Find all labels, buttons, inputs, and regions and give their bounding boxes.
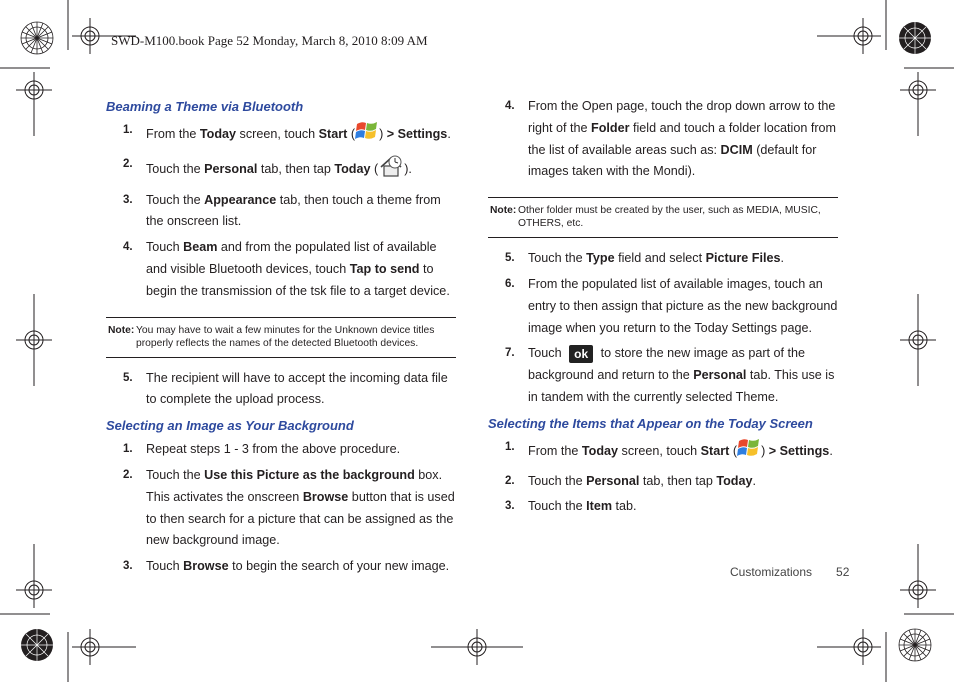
step-number: 2.	[505, 474, 515, 487]
step-bold: Start	[318, 127, 348, 142]
step-text: From the	[146, 127, 200, 142]
step-text: .	[447, 127, 451, 142]
section-title-selecting-image: Selecting an Image as Your Background	[106, 418, 354, 434]
list-item	[106, 237, 456, 302]
step-text: to store the new image as part of the background and return to the	[528, 346, 806, 383]
section-title-beaming-theme: Beaming a Theme via Bluetooth	[106, 99, 304, 114]
step-number: 3.	[123, 560, 133, 573]
step-text: tab. This use is in tandem with the currently selected Theme.	[528, 368, 835, 404]
step-text: to begin the search of your new image.	[228, 559, 450, 574]
list-item	[106, 368, 456, 412]
list-item	[488, 96, 838, 183]
list-item	[106, 556, 456, 578]
step-text: box. This activates the onscreen	[146, 467, 443, 504]
step-text: From the	[528, 444, 582, 458]
step-number: 3.	[505, 500, 515, 513]
step-bold: Beam	[183, 240, 218, 255]
ok-button-icon: ok	[569, 345, 593, 363]
step-text: From the populated list of available images, touch an entry to then assign that picture as the new background image when you return to the Today Settings page.	[528, 276, 838, 335]
step-bold: Use this Picture as the background	[204, 467, 415, 482]
step-number: 1.	[123, 124, 133, 136]
step-number: 6.	[505, 277, 515, 290]
step-text: field and select	[614, 251, 706, 266]
step-number: 5.	[505, 252, 515, 265]
step-text: field and touch a folder location from the list of available areas such as:	[528, 120, 837, 157]
list-item	[488, 437, 838, 467]
note-label: Note:	[490, 205, 517, 217]
step-text: From the Open page, touch the drop down arrow to the right of the	[528, 99, 836, 135]
note-box	[488, 197, 838, 238]
step-bold: Type	[586, 251, 615, 266]
list-item	[488, 471, 838, 493]
step-number: 4.	[123, 241, 133, 254]
step-text: tab.	[612, 499, 637, 514]
list-item	[488, 343, 838, 408]
step-bold: Browse	[302, 489, 349, 504]
step-text: .	[829, 444, 833, 458]
step-text: (	[370, 162, 379, 177]
step-bold: Personal	[204, 162, 258, 177]
left-column	[106, 96, 456, 582]
today-home-icon	[378, 154, 404, 186]
step-number: 7.	[505, 347, 515, 360]
windows-start-icon	[737, 437, 761, 467]
step-text: Touch the	[528, 499, 587, 514]
step-text: The recipient will have to accept the incoming data file to complete the upload process.	[146, 370, 448, 407]
step-number: 1.	[123, 443, 133, 456]
step-text: to begin the transmission of the tsk file to a target device.	[146, 261, 450, 298]
step-text: Touch the	[146, 192, 205, 207]
step-text: Touch the	[528, 251, 587, 266]
step-bold: Today	[716, 473, 753, 488]
step-text: tab, then touch a theme from the onscreen list.	[146, 192, 441, 229]
step-number: 4.	[505, 100, 515, 112]
step-text: and from the populated list of available and visible Bluetooth devices, touch	[146, 240, 437, 276]
page-footer	[730, 565, 849, 579]
step-text: Touch	[146, 240, 184, 255]
step-text: Touch the	[146, 467, 205, 482]
note-box	[106, 317, 456, 358]
step-text: .	[752, 473, 757, 488]
step-text: button that is used to then search for a picture that can be assigned as the new background image.	[146, 489, 455, 548]
section-title-today-items: Selecting the Items that Appear on the Today Screen	[488, 415, 813, 431]
step-text: )	[761, 444, 769, 458]
step-text: screen, touch	[236, 127, 319, 142]
step-number: 2.	[123, 468, 133, 481]
step-number: 3.	[123, 193, 133, 206]
step-text: Touch the	[146, 162, 205, 177]
step-text: (	[347, 127, 356, 142]
step-text: .	[780, 251, 785, 266]
right-column	[488, 96, 838, 522]
step-text: screen, touch	[618, 444, 701, 458]
list-item	[488, 274, 838, 339]
step-text: (	[729, 444, 738, 458]
book-header: SWD-M100.book Page 52 Monday, March 8, 2010 8:09 AM	[111, 33, 428, 48]
step-bold: Appearance	[204, 192, 277, 207]
step-text: Touch	[528, 346, 566, 361]
step-bold: Item	[586, 499, 613, 514]
step-bold: > Settings	[768, 444, 830, 458]
step-text: Repeat steps 1 - 3 from the above procedure.	[146, 442, 401, 457]
step-bold: Tap to send	[349, 261, 420, 276]
step-number: 2.	[123, 157, 133, 170]
windows-start-icon	[355, 120, 379, 150]
step-bold: Personal	[693, 368, 747, 383]
list-item	[106, 154, 456, 186]
step-bold: Folder	[591, 120, 630, 135]
page-number: 52	[836, 565, 850, 579]
list-item	[488, 496, 838, 518]
step-bold: Today	[334, 162, 371, 177]
step-bold: Picture Files	[705, 251, 781, 266]
step-number: 5.	[123, 371, 133, 384]
list-item	[106, 190, 456, 234]
step-bold: > Settings	[386, 127, 448, 142]
step-text: tab, then tap	[257, 162, 335, 177]
footer-section: Customizations	[730, 565, 813, 579]
step-bold: Today	[581, 444, 619, 458]
step-text: )	[379, 127, 387, 142]
step-text: tab, then tap	[639, 473, 717, 488]
step-text: Touch the	[528, 473, 587, 488]
note-text: Other folder must be created by the user, such as MEDIA, MUSIC, OTHERS, etc.	[518, 205, 821, 230]
step-bold: DCIM	[720, 142, 753, 157]
note-label: Note:	[108, 324, 135, 336]
list-item	[488, 248, 838, 270]
list-item	[106, 120, 456, 150]
step-bold: Personal	[586, 473, 640, 488]
step-bold: Today	[199, 127, 237, 142]
step-text: ).	[404, 162, 412, 177]
step-bold: Browse	[183, 559, 229, 574]
step-bold: Start	[700, 444, 730, 458]
step-text: (default for images taken with the Mondi).	[528, 142, 817, 179]
note-text: You may have to wait a few minutes for the Unknown device titles properly reflects the names of the detected Bluetooth devices.	[136, 324, 435, 349]
step-number: 1.	[505, 440, 515, 453]
list-item	[106, 465, 456, 552]
list-item	[106, 439, 456, 461]
step-text: Touch	[146, 559, 184, 574]
